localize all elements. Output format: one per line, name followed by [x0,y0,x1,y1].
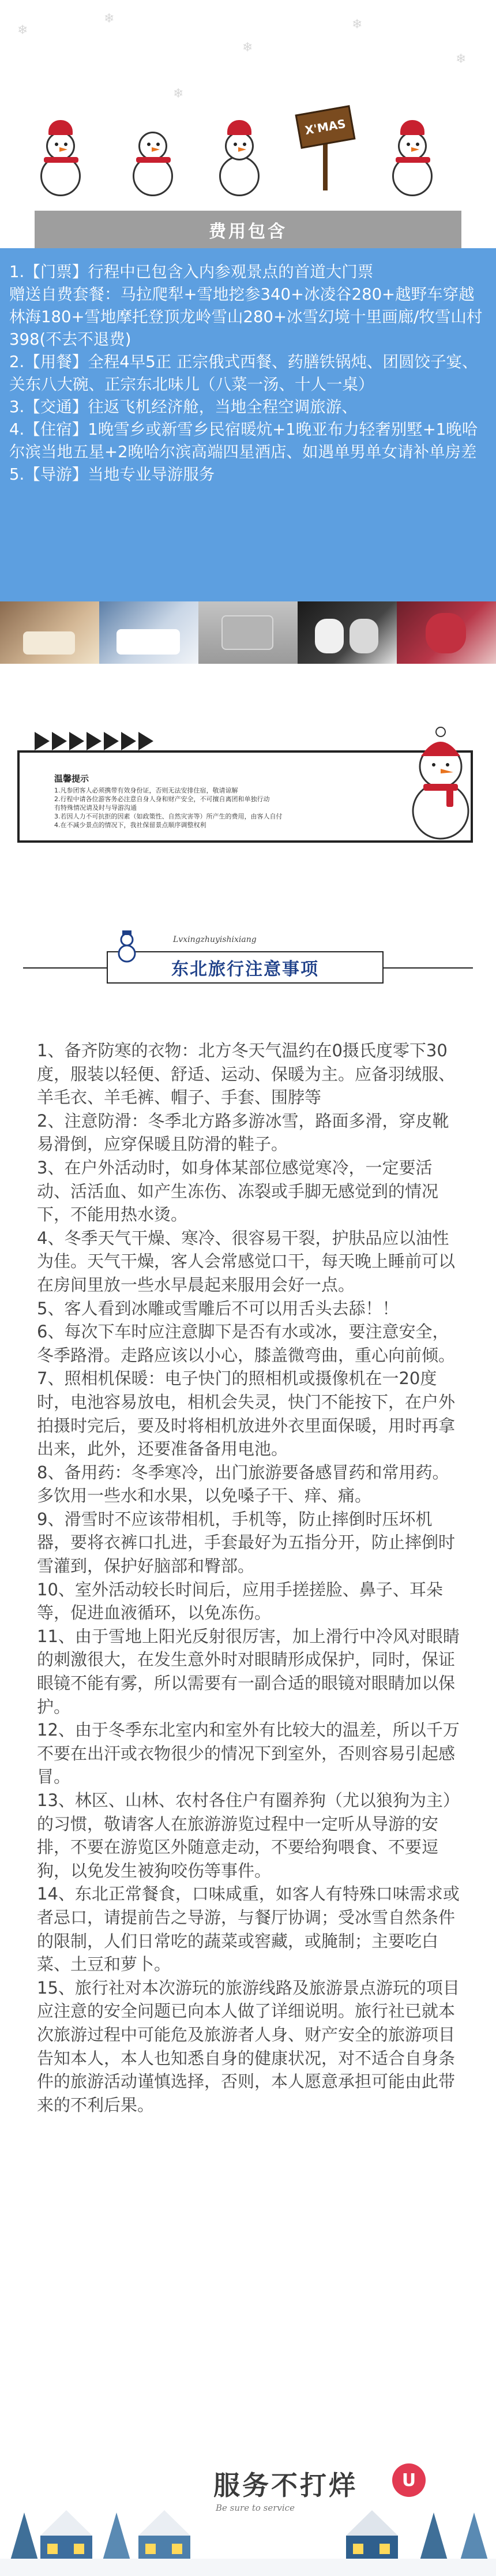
note-item: 1、备齐防寒的衣物：北方冬天气温约在0摄氏度零下30度，服装以轻便、舒适、运动、保暖为主。应备羽绒服、羊毛衣、羊毛裤、帽子、手套、围脖等 [37,1041,456,1108]
note-item: 2、注意防滑：冬季北方路多游冰雪，路面多滑，穿皮靴易滑倒，应穿保暖且防滑的鞋子。 [37,1111,449,1154]
note-item: 5、客人看到冰雕或雪雕后不可以用舌头去舔！！ [37,1298,399,1318]
tips-line: 1.凡参团客人必须携带有效身份证，否则无法安排住宿，敬请谅解 [54,787,238,794]
fee-item-guide: 5.【导游】当地专业导游服务 [9,465,215,484]
fee-section [0,248,496,664]
chevron-right-icon [87,732,102,750]
note-item: 15、旅行社对本次游玩的旅游线路及旅游景点游玩的项目应注意的安全问题已向本人做了详细说明。旅行社已就本次旅游过程中可能危及旅游者人身、财产安全的旅游项目告知本人，本人也知悉自身的健康状况，对不适合自身条件的旅游活动谨慎选择，否则，本人愿意承担可能由此带来的不利后果。 [37,1977,460,2115]
tips-card [17,750,473,843]
photo-strip [0,601,496,664]
chevron-right-icon [121,732,136,750]
snowflake-icon: ❄ [242,40,253,55]
footer [0,2430,496,2576]
gloves-photo [298,601,397,664]
xmas-sign: X'MAS [295,105,356,149]
notes-title-box [107,951,384,984]
note-item: 9、滑雪时不应该带相机，手机等，防止摔倒时压坏机器，要将衣裤口扎进，手套最好为五指分开，防止摔倒时雪灌到，保护好脑部和臀部。 [37,1509,456,1576]
fee-item-meals: 2.【用餐】全程4早5正 正宗俄式西餐、药膳铁锅炖、团圆饺子宴、关东八大碗、正宗东北味儿（八菜一汤、十人一桌） [9,353,478,394]
tips-line: 有特殊情况请及时与导游沟通 [54,804,137,812]
chevron-right-icon [35,732,50,750]
notes-list [37,1039,461,2117]
smile-badge-icon: U [392,2463,426,2497]
fee-item-hotel: 4.【住宿】1晚雪乡或新雪乡民宿暖炕+1晚亚布力轻奢别墅+1晚哈尔滨当地五星+2晚哈尔滨高端四星酒店、如遇单男单女请补单房差 [9,420,478,461]
note-item: 11、由于雪地上阳光反射很厉害，加上滑行中冷风对眼睛的刺激很大，在发生意外时对眼睛形成保护，同时，保证眼镜不能有雾，所以需要有一副合适的眼镜对眼睛加以保护。 [37,1626,460,1717]
divider [23,967,107,969]
snowflake-icon: ❄ [104,12,115,26]
note-item: 4、冬季天气干燥、寒冷、很容易干裂，护肤品应以油性为佳。天气干燥，客人会常感觉口干，每天晚上睡前可以在房间里放一些水早晨起来服用会好一点。 [37,1228,456,1295]
fee-list [0,248,496,486]
chevron-right-icon [52,732,67,750]
face-mask-photo [198,601,298,664]
chevron-right-icon [138,732,153,750]
tips-line: 2.行程中请各位游客务必注意自身人身和财产安全，不可擅自离团和单独行动 [54,795,270,803]
snowmen-header [0,0,496,214]
snow-ground [0,2559,496,2576]
tips-line: 3.若因人力不可抗拒的因素（如政策性、自然灾害等）所产生的费用，由客人自付 [54,813,283,820]
note-item: 3、在户外活动时，如身体某部位感觉寒冷，一定要活动、活活血、如产生冻伤、冻裂或手脚无感觉到的情况下，不能用热水烫。 [37,1157,439,1225]
red-gloves-photo [397,601,496,664]
footer-slogan: 服务不打烊 [213,2470,358,2501]
snowman-icon [406,716,475,843]
footer-logo [213,2465,358,2513]
note-item: 7、照相机保暖：电子快门的照相机或摄像机在一20度时，电池容易放电，相机会失灵，快门不能按下，在户外拍摄时完后，要及时将相机放进外衣里面保暖，用时再拿出来，此外，还要准备备用电池。 [37,1369,456,1459]
snowflake-icon: ❄ [17,23,28,38]
fee-item-transport: 3.【交通】往返飞机经济舱，当地全程空调旅游、 [9,398,358,416]
chevron-decoration [35,732,153,750]
note-item: 13、林区、山林、农村各住户有圈养狗（尤以狼狗为主）的习惯，敬请客人在旅游游览过程中一定听从导游的安排，不要在游览区外随意走动，不要给狗喂食、不要逗狗，以免发生被狗咬伤等事件。 [37,1790,460,1880]
note-item: 6、每次下车时应注意脚下是否有水或冰，要注意安全，冬季路滑。走路应该以小心，膝盖微弯曲，重心向前倾。 [37,1322,456,1365]
note-item: 12、由于冬季东北室内和室外有比较大的温差，所以千万不要在出汗或衣物很少的情况下到室外，否则容易引起感冒。 [37,1720,460,1787]
snowman-icon [115,929,138,964]
snowflake-icon: ❄ [173,87,184,101]
notes-title: 东北旅行注意事项 [171,959,319,979]
divider [384,967,473,969]
chevron-right-icon [69,732,84,750]
note-item: 8、备用药：冬季寒冷，出门旅游要备感冒药和常用药。多饮用一些水和水果，以免嗓子干、痒、痛。 [37,1462,449,1506]
note-item: 14、东北正常餐食，口味咸重，如客人有特殊口味需求或者忌口，请提前告之导游，与餐厅协调；受冰雪自然条件的限制，人们日常吃的蔬菜或窖藏，或腌制；主要吃白菜、土豆和萝卜。 [37,1884,460,1975]
tips-title: 温馨提示 [54,773,89,784]
fee-item-bonus: 赠送自费套餐：马拉爬犁+雪地挖参340+冰凌谷280+越野车穿越林海180+雪地摩托登顶龙岭雪山280+冰雪幻境十里画廊/牧雪山村398(不去不退费) [9,285,483,349]
banner-pinyin: Lvxingzhuyishixiang [173,935,257,944]
chevron-right-icon [104,732,119,750]
footer-slogan-en: Be sure to service [216,2503,295,2513]
fee-title: 费用包含 [209,222,287,242]
fee-item-tickets: 1.【门票】行程中已包含入内参观景点的首道大门票 [9,263,374,281]
snowflake-icon: ❄ [456,52,467,66]
tips-line: 4.在不减少景点的情况下，我社保留景点顺序调整权利 [54,821,206,829]
hotel-room-photo [0,601,99,664]
hotel-bed-photo [99,601,198,664]
fee-title-bar [35,211,461,249]
note-item: 10、室外活动较长时间后，应用手搓搓脸、鼻子、耳朵等，促进血液循环，以免冻伤。 [37,1579,443,1623]
notes-banner [0,935,496,999]
snowflake-icon: ❄ [352,17,363,32]
tips-list [54,786,377,829]
